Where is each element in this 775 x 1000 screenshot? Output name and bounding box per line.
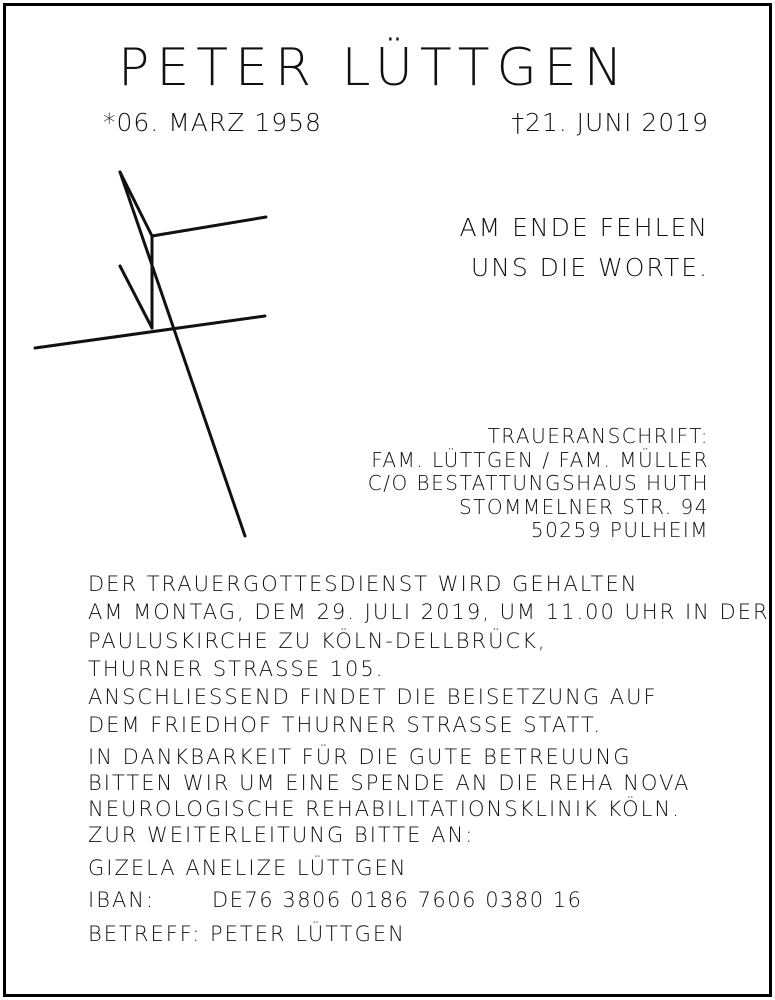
service-line-1: DER TRAUERGOTTESDIENST WIRD GEHALTEN [88,572,639,596]
donation-line-2: BITTEN WIR UM EINE SPENDE AN DIE REHA NOVA [88,771,691,795]
donation-recipient: GIZELA ANELIZE LÜTTGEN [88,856,408,880]
service-details [88,570,770,740]
service-line-3: PAULUSKIRCHE ZU KÖLN-DELLBRÜCK, [88,628,547,653]
deceased-name: PETER LÜTTGEN [118,38,630,98]
mourning-address [368,425,709,543]
iban-value: DE76 3806 0186 7606 0380 16 [212,888,583,912]
address-line-4: 50259 PULHEIM [530,518,709,542]
quote-line-2: UNS DIE WORTE. [470,253,709,282]
address-line-3: STOMMELNER STR. 94 [458,494,709,519]
service-line-2: AM MONTAG, DEM 29. JULI 2019, UM 11.00 UHR IN DER [88,600,770,625]
cross-horizontal-beam [35,316,265,348]
donation-line-4: ZUR WEITERLEITUNG BITTE AN: [88,823,475,847]
birth-date: *06. MARZ 1958 [103,108,322,137]
quote [459,208,709,288]
service-line-6: DEM FRIEDHOF THURNER STRASSE STATT. [88,713,603,738]
cross-plane-top [120,172,152,236]
donation-line-3: NEUROLOGISCHE REHABILITATIONSKLINIK KÖLN. [88,797,681,821]
address-label: TRAUERANSCHRIFT: [487,424,709,448]
death-date: †21. JUNI 2019 [511,108,709,137]
cross-vertical-beam [120,172,245,536]
donation-line-1: IN DANKBARKEIT FÜR DIE GUTE BETREUUNG [88,745,632,769]
service-line-4: THURNER STRASSE 105. [88,656,385,681]
quote-line-1: AM ENDE FEHLEN [459,213,709,242]
address-line-2: C/O BESTATTUNGSHAUS HUTH [367,471,709,495]
payment-reference: BETREFF: PETER LÜTTGEN [88,922,406,946]
donation-request [88,744,690,848]
service-line-5: ANSCHLIESSEND FINDET DIE BEISETZUNG AUF [88,685,658,710]
cross-arm-top [152,217,266,236]
address-line-1: FAM. LÜTTGEN / FAM. MÜLLER [371,447,709,472]
cross-plane-bottom [120,266,152,328]
iban-label: IBAN: [88,888,156,912]
